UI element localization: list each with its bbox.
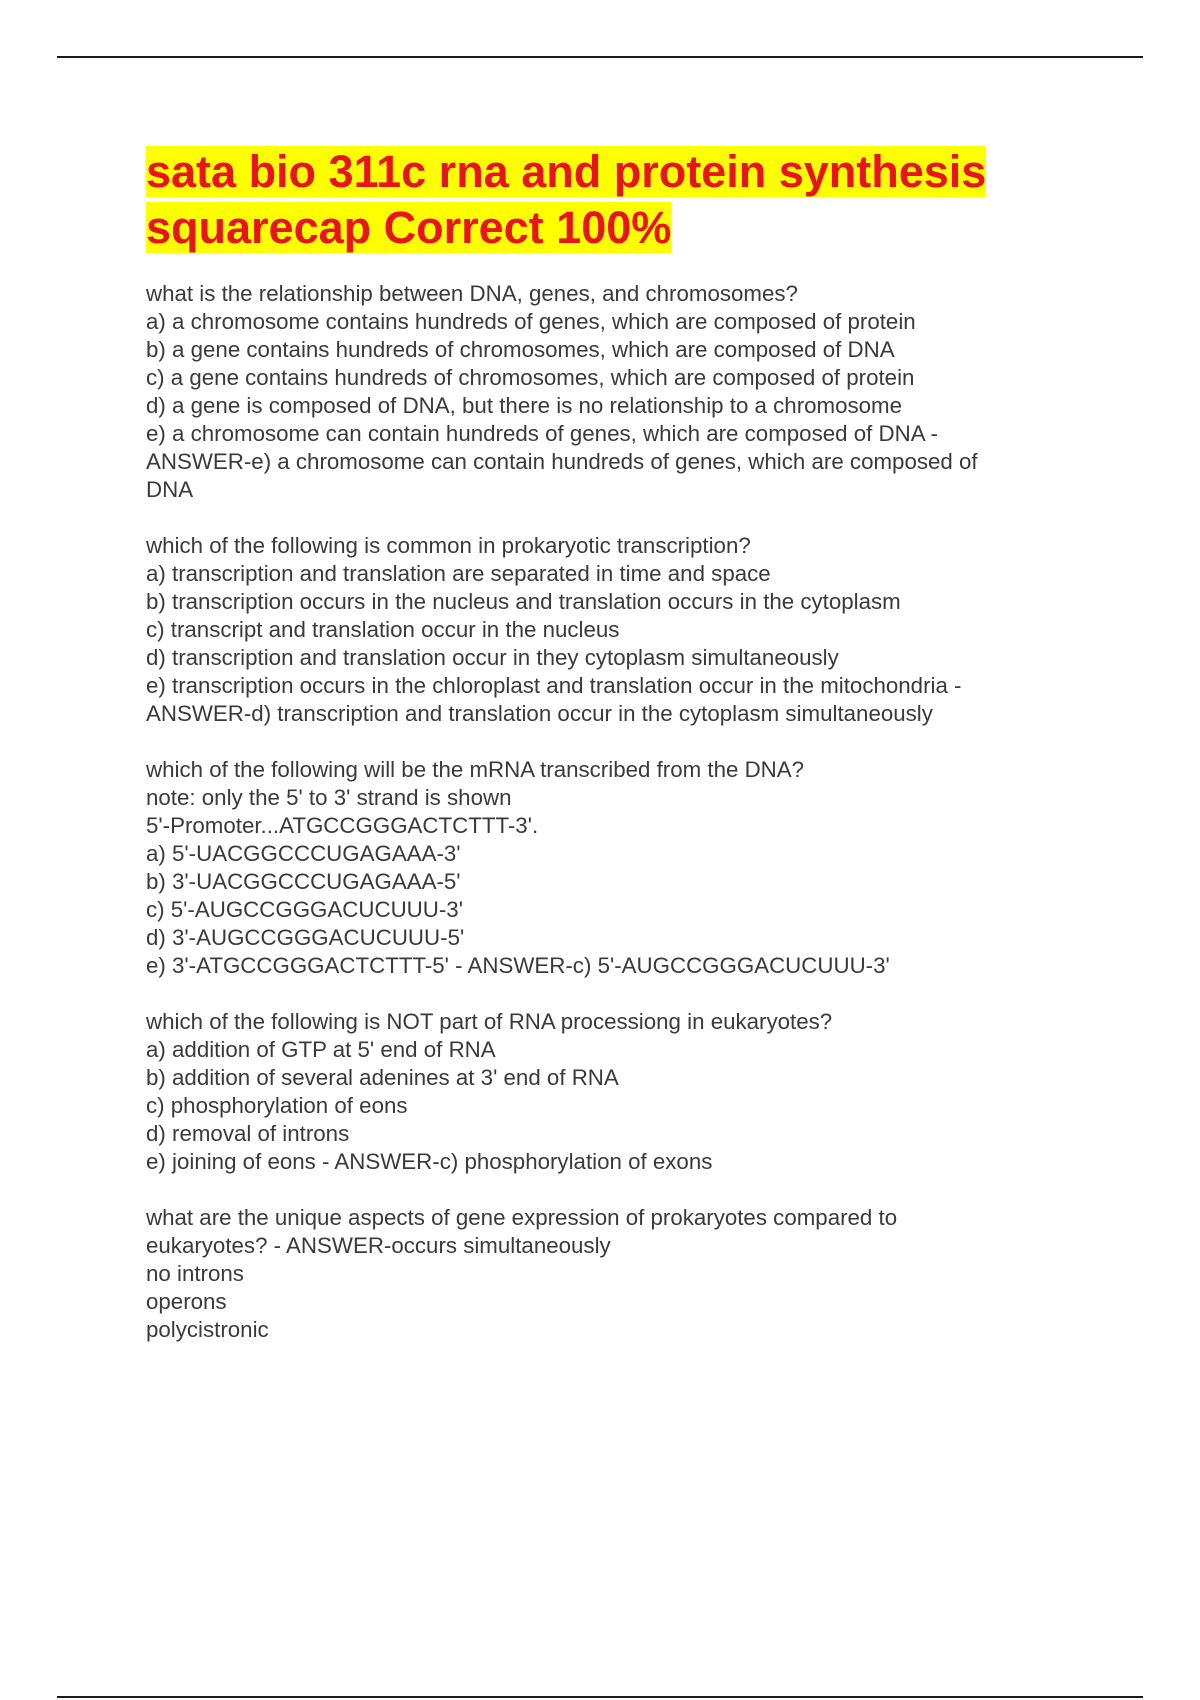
title-line-1: sata bio 311c rna and protein synthesis	[146, 146, 987, 197]
question-list	[146, 280, 1076, 1344]
question-line: operons	[146, 1289, 227, 1314]
question-line: eukaryotes? - ANSWER-occurs simultaneously	[146, 1233, 611, 1258]
question-line: DNA	[146, 477, 194, 502]
question-line: d) 3'-AUGCCGGGACUCUUU-5'	[146, 925, 465, 950]
question-line: b) transcription occurs in the nucleus and translation occurs in the cytoplasm	[146, 589, 901, 614]
question-line: b) a gene contains hundreds of chromosomes, which are composed of DNA	[146, 337, 895, 362]
question-line: e) 3'-ATGCCGGGACTCTTT-5' - ANSWER-c) 5'-AUGCCGGGACUCUUU-3'	[146, 953, 890, 978]
document-body	[146, 144, 1076, 1372]
question-line: a) addition of GTP at 5' end of RNA	[146, 1037, 496, 1062]
question-line: a) a chromosome contains hundreds of genes, which are composed of protein	[146, 309, 916, 334]
question-line: b) 3'-UACGGCCCUGAGAAA-5'	[146, 869, 461, 894]
question-line: d) a gene is composed of DNA, but there is no relationship to a chromosome	[146, 393, 903, 418]
question-line: e) transcription occurs in the chloroplast and translation occur in the mitochondria -	[146, 673, 962, 698]
title-line-2: squarecap Correct 100%	[146, 202, 672, 253]
question-line: 5'-Promoter...ATGCCGGGACTCTTT-3'.	[146, 813, 539, 838]
question-text: which of the following is NOT part of RNA processiong in eukaryotes?	[146, 1009, 833, 1034]
question-line: b) addition of several adenines at 3' end of RNA	[146, 1065, 619, 1090]
question-line: a) 5'-UACGGCCCUGAGAAA-3'	[146, 841, 461, 866]
question-line: c) phosphorylation of eons	[146, 1093, 408, 1118]
question-line: ANSWER-d) transcription and translation occur in the cytoplasm simultaneously	[146, 701, 933, 726]
question-line: no introns	[146, 1261, 244, 1286]
question-line: c) transcript and translation occur in the nucleus	[146, 617, 620, 642]
question-text: what are the unique aspects of gene expression of prokaryotes compared to	[146, 1205, 898, 1230]
question-line: ANSWER-e) a chromosome can contain hundreds of genes, which are composed of	[146, 449, 978, 474]
footer-rule	[57, 1696, 1143, 1698]
question-block	[146, 1008, 1076, 1176]
document-title	[146, 144, 1076, 256]
question-block	[146, 532, 1076, 728]
question-line: e) joining of eons - ANSWER-c) phosphorylation of exons	[146, 1149, 713, 1174]
question-line: c) a gene contains hundreds of chromosomes, which are composed of protein	[146, 365, 915, 390]
question-line: polycistronic	[146, 1317, 269, 1342]
question-line: c) 5'-AUGCCGGGACUCUUU-3'	[146, 897, 463, 922]
header-rule	[57, 56, 1143, 58]
question-line: e) a chromosome can contain hundreds of genes, which are composed of DNA -	[146, 421, 938, 446]
question-text: which of the following will be the mRNA transcribed from the DNA?	[146, 757, 805, 782]
question-block	[146, 756, 1076, 980]
question-line: d) transcription and translation occur in they cytoplasm simultaneously	[146, 645, 839, 670]
question-text: what is the relationship between DNA, genes, and chromosomes?	[146, 281, 798, 306]
question-line: a) transcription and translation are separated in time and space	[146, 561, 771, 586]
question-line: d) removal of introns	[146, 1121, 350, 1146]
question-text: which of the following is common in prokaryotic transcription?	[146, 533, 751, 558]
question-line: note: only the 5' to 3' strand is shown	[146, 785, 512, 810]
question-block	[146, 1204, 1076, 1344]
question-block	[146, 280, 1076, 504]
